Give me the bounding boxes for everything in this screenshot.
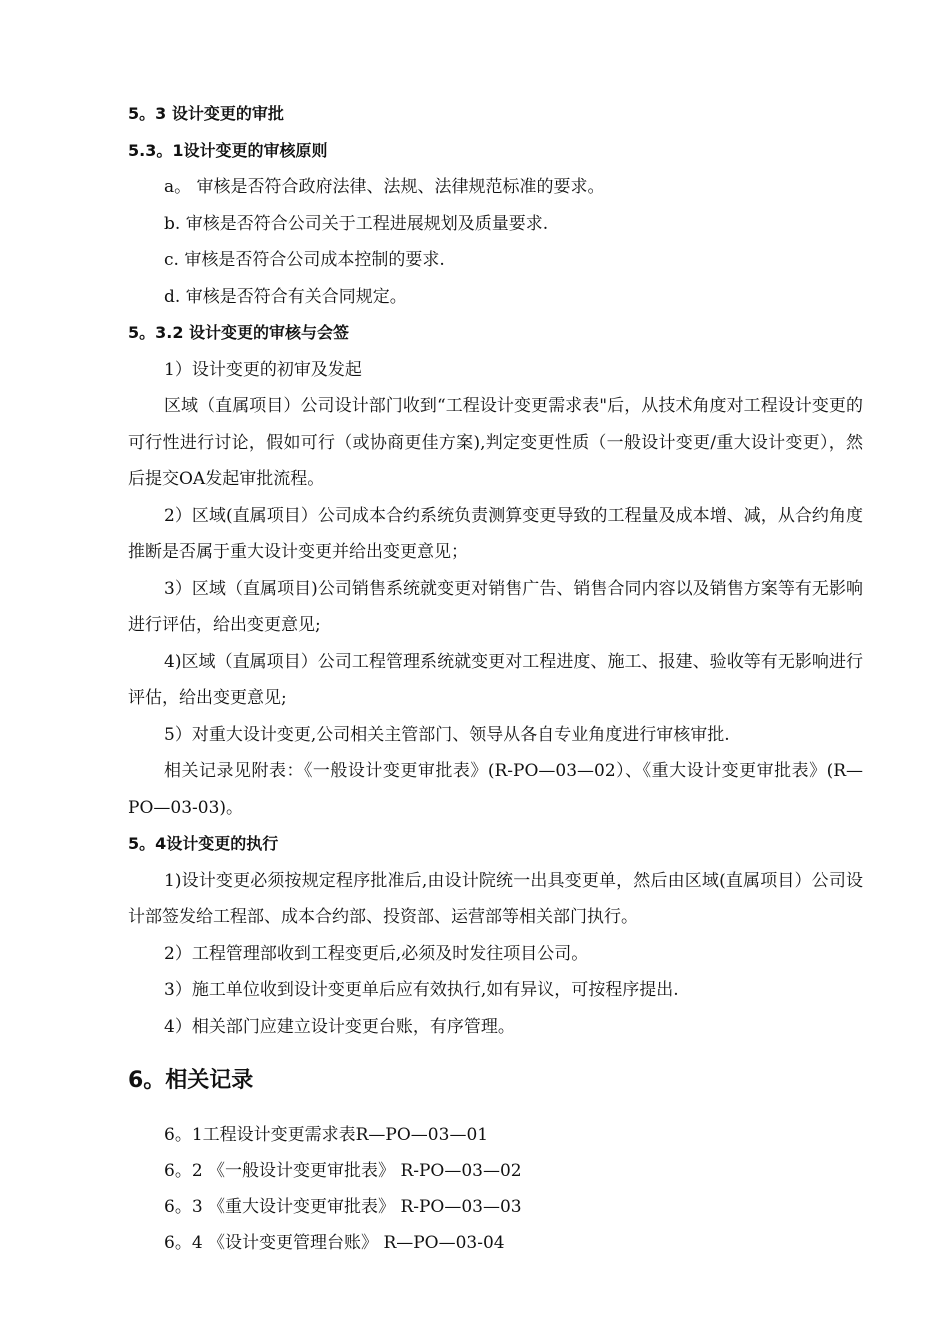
principle-item-a: a。 审核是否符合政府法律、法规、法律规范标准的要求。 [164, 177, 605, 197]
record-item: 6。4 《设计变更管理台账》 R—PO—03-04 [164, 1233, 505, 1253]
document-page [128, 96, 863, 1261]
paragraph-cost-contract: 2）区域(直属项目）公司成本合约系统负责测算变更导致的工程量及成本增、减，从合约角度推断是否属于重大设计变更并给出变更意见； [128, 505, 863, 562]
record-item: 6。1工程设计变更需求表R—PO—03—01 [164, 1125, 489, 1145]
section-heading-6: 6。相关记录 [128, 1068, 254, 1093]
paragraph-initial-review-body: 区域（直属项目）公司设计部门收到“工程设计变更需求表"后，从技术角度对工程设计变更的可行性进行讨论，假如可行（或协商更佳方案),判定变更性质（一般设计变更/重大设计变更），然后提交OA发起审批流程。 [128, 396, 863, 489]
paragraph-execution-2: 2）工程管理部收到工程变更后,必须及时发往项目公司。 [164, 943, 589, 964]
principle-item-d: d. 审核是否符合有关合同规定。 [164, 286, 407, 307]
paragraph-execution-4: 4）相关部门应建立设计变更台账，有序管理。 [164, 1016, 515, 1037]
principle-item-c: c. 审核是否符合公司成本控制的要求. [164, 250, 445, 270]
paragraph-engineering: 4)区域（直属项目）公司工程管理系统就变更对工程进度、施工、报建、验收等有无影响进行评估，给出变更意见; [128, 651, 863, 708]
paragraph-major-change: 5）对重大设计变更,公司相关主管部门、领导从各自专业角度进行审核审批. [164, 724, 730, 745]
principle-item-b: b. 审核是否符合公司关于工程进展规划及质量要求. [164, 213, 549, 234]
paragraph-execution-3: 3）施工单位收到设计变更单后应有效执行,如有异议，可按程序提出. [164, 980, 679, 1000]
paragraph-execution-1: 1)设计变更必须按规定程序批准后,由设计院统一出具变更单，然后由区域(直属项目）公司设计部签发给工程部、成本合约部、投资部、运营部等相关部门执行。 [128, 870, 863, 927]
section-heading-5-3-2: 5。3.2 设计变更的审核与会签 [128, 323, 350, 342]
paragraph-initial-review-heading: 1）设计变更的初审及发起 [164, 359, 362, 380]
paragraph-sales: 3）区域（直属项目)公司销售系统就变更对销售广告、销售合同内容以及销售方案等有无影响进行评估，给出变更意见; [128, 578, 863, 635]
section-heading-5-4: 5。4设计变更的执行 [128, 834, 279, 853]
section-heading-5-3-1: 5.3。1设计变更的审核原则 [128, 140, 328, 160]
paragraph-related-records: 相关记录见附表：《一般设计变更审批表》(R-PO—03—02）、《重大设计变更审批表》(R—PO—03-03)。 [128, 761, 863, 818]
section-heading-5-3: 5。3 设计变更的审批 [128, 104, 284, 123]
record-item: 6。2 《一般设计变更审批表》 R-PO—03—02 [164, 1161, 522, 1181]
record-item: 6。3 《重大设计变更审批表》 R-PO—03—03 [164, 1197, 522, 1217]
